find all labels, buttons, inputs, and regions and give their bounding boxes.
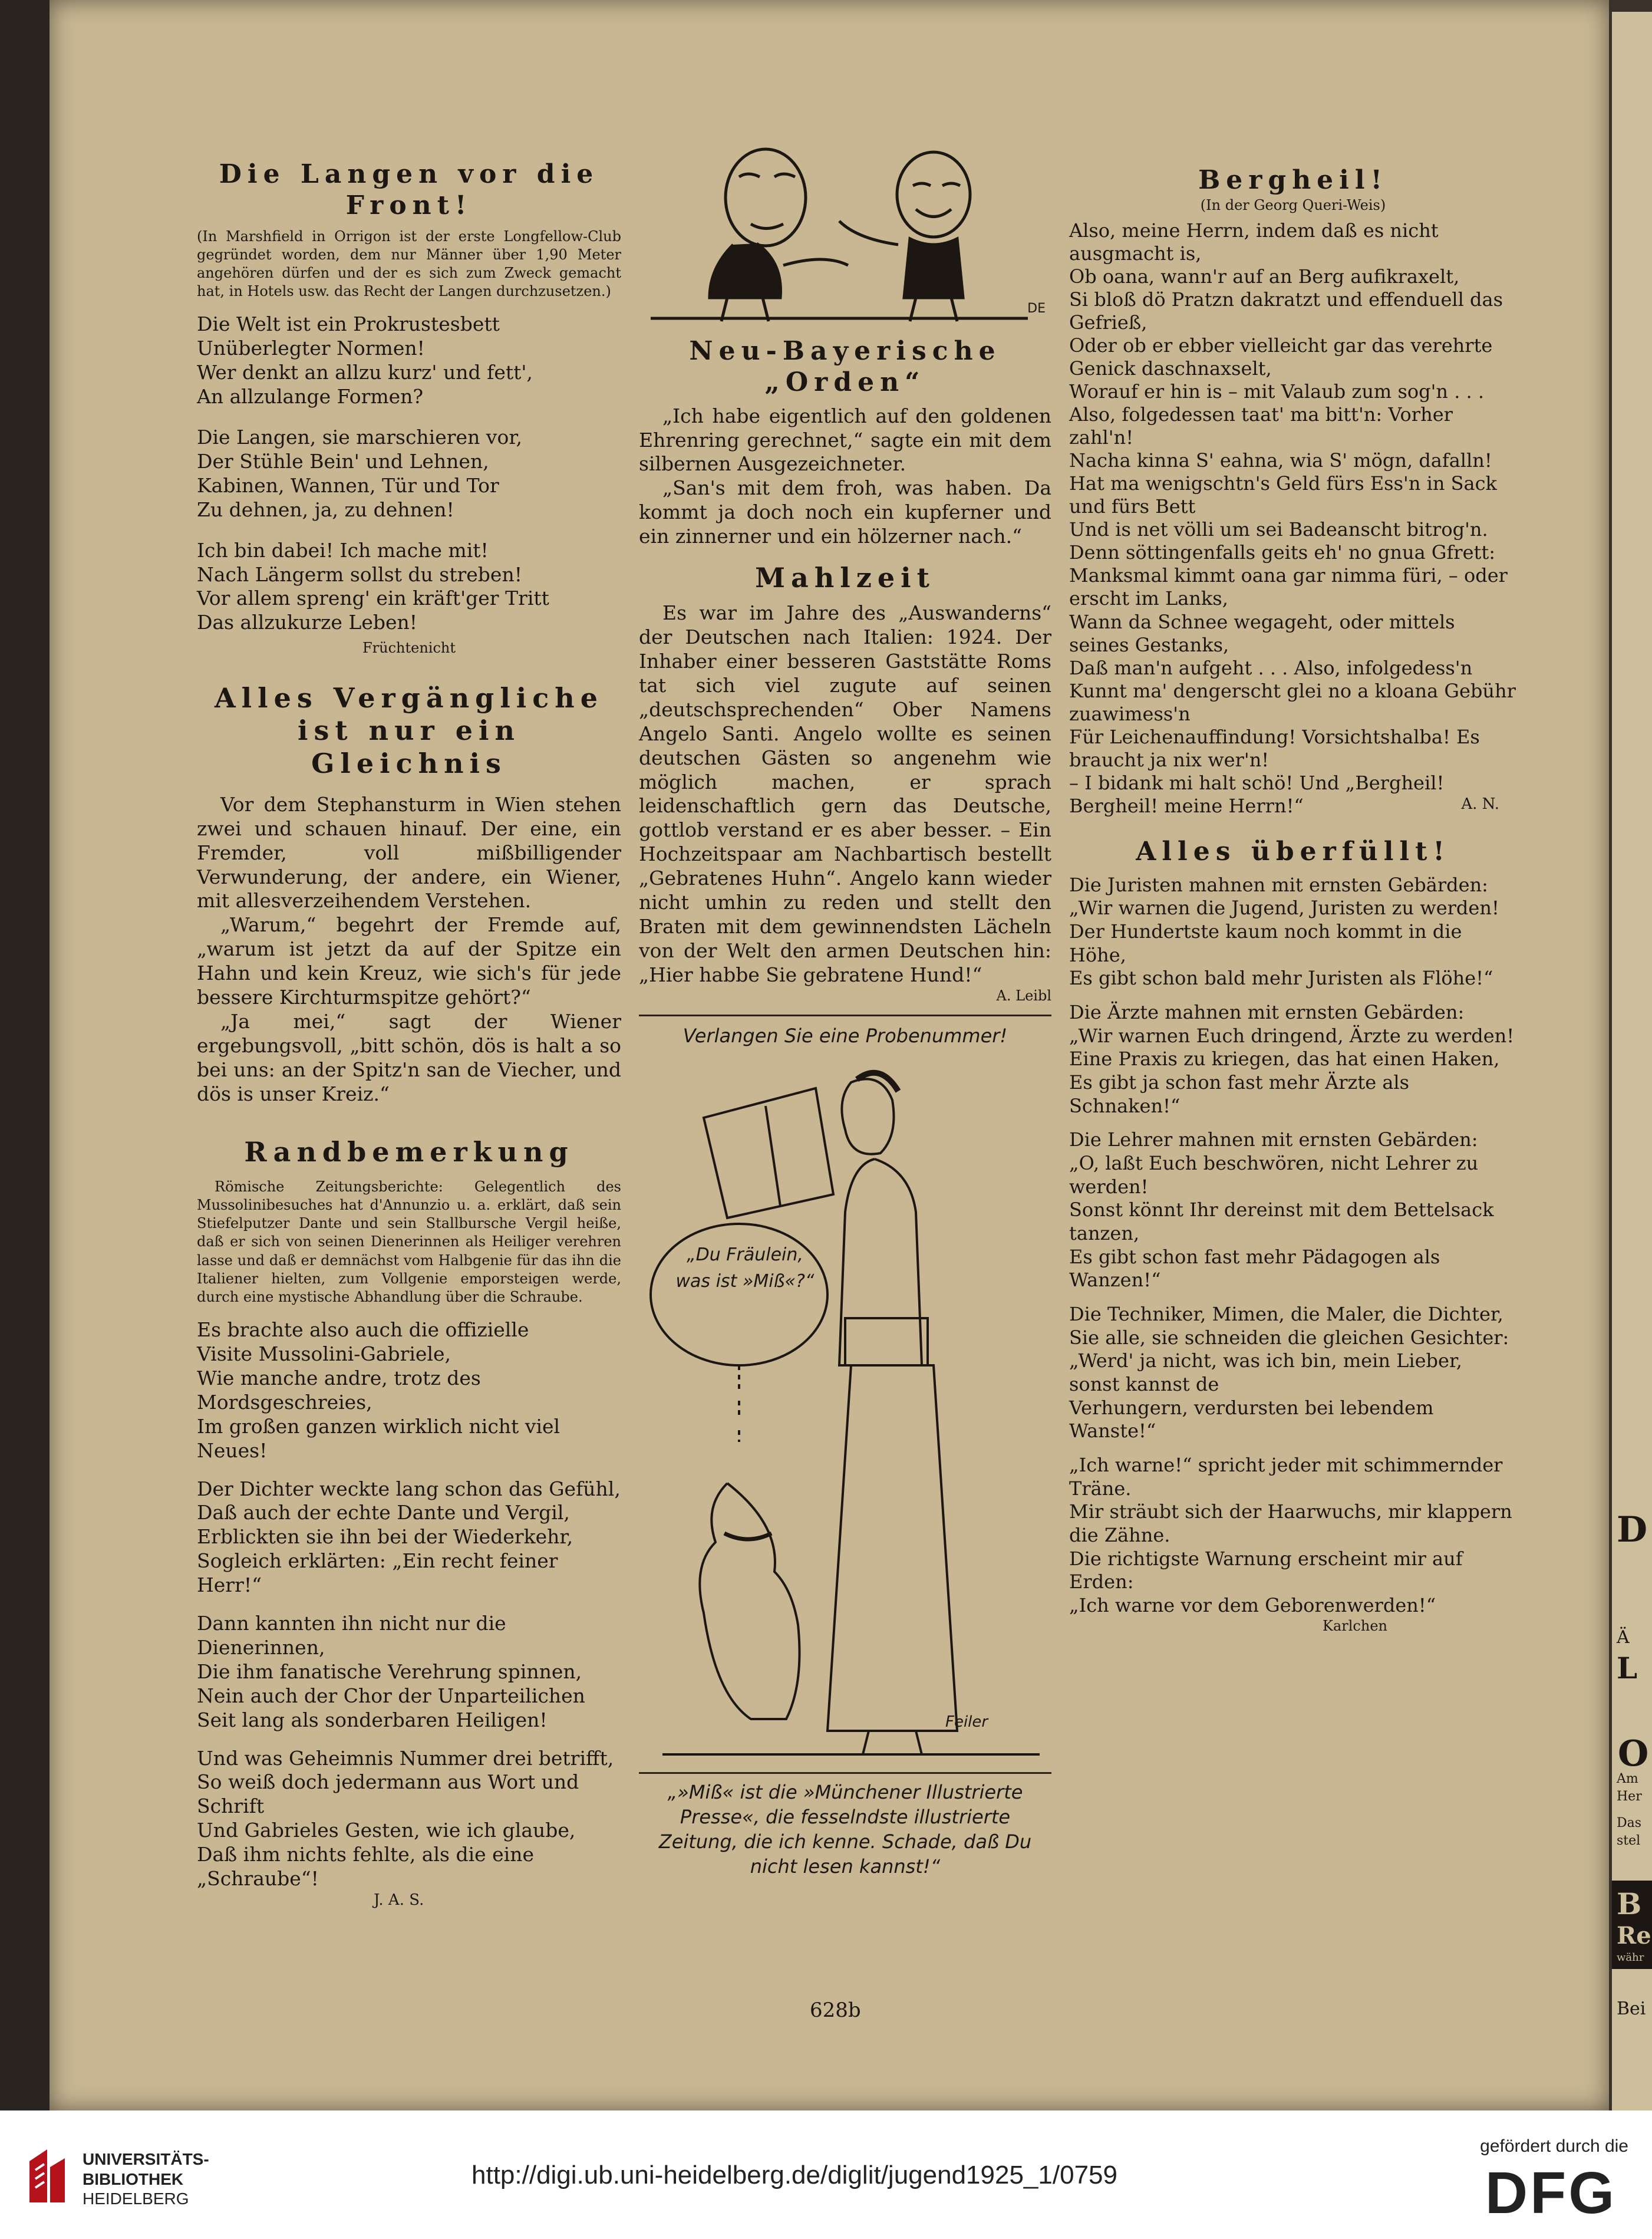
- para-stephansturm-3: „Ja mei,“ sagt der Wiener ergebungsvoll, „bitt schön, dös is halt a so bei uns: an der Spitz'n san de Viecher, und dös is unser Kreiz.“: [197, 1009, 621, 1105]
- ad-bottom-rule: [639, 1772, 1051, 1774]
- mouth-left: [751, 224, 783, 229]
- verse-langen-1: Die Welt ist ein Prokrustesbett Unüberlegter Normen! Wer denkt an allzu kurz' und fett', An allzulange Formen?: [197, 312, 533, 409]
- heading-ueberfuellt: Alles überfüllt!: [1136, 836, 1450, 867]
- arm-left: [783, 259, 848, 265]
- heading-bergheil: Bergheil!: [1198, 165, 1388, 195]
- verse-ueberfuellt-2: Die Ärzte mahnen mit ernsten Gebärden: „Wir warnen Euch dringend, Ärzte zu werden! Eine Praxis zu kriegen, das hat einen Haken, Es gibt ja schon fast mehr Ärzte als Schnaken!“: [1069, 1000, 1515, 1117]
- signature-jas: J. A. S.: [374, 1891, 424, 1909]
- verse-rand-1: Es brachte also auch die offizielle Visite Mussolini-Gabriele, Wie manche andre, trotz des Mordsgeschreies, Im großen ganzen wirklich nicht viel Neues!: [197, 1318, 560, 1462]
- column-left: [197, 159, 621, 1909]
- dog-collar: [724, 1533, 771, 1539]
- verse-langen-3: Ich bin dabei! Ich mache mit! Nach Längerm sollst du streben! Vor allem spreng' ein kräft'ger Tritt Das allzukurze Leben!: [197, 538, 549, 634]
- verse-rand-2: Der Dichter weckte lang schon das Gefühl, Daß auch der echte Dante und Vergil, Erblickten sie ihn bei der Wiederkehr, Sogleich erklärten: „Ein recht feiner Herr!“: [197, 1477, 621, 1597]
- verse-bergheil: Also, meine Herrn, indem daß es nicht ausgmacht is, Ob oana, wann'r auf an Berg aufikraxelt, Si bloß dö Pratzn dakratzt und effenduell das Gefrieß, Oder ob er ebber vielleicht gar das verehrte Genick daschnaxselt, Worauf er hin is – mit Valaub zum sog'n . . . Also, folgedessen taat' ma bitt'n: Vorher zahl'n! Nacha kinna S' eahna, wia S' mögn, dafalln! Hat ma wenigschtn's Geld fürs Ess'n in Sack und fürs Bett Und is net völli um sei Badeanscht bitrog'n. Denn söttingenfalls geits eh' no gnua Gfrett: Manksmal kimmt oana gar nimma füri, – oder erscht im Lanks, Wann da Schnee wegageht, oder mittels seines Gestanks, Daß man'n aufgeht . . . Also, infolgedess'n Kunnt ma' dengerscht glei no a kloana Gebühr zuawimess'n Für Leichenauffindung! Vorsichtshalba! Es braucht ja nix wer'n! – I bidank mi halt schö! Und „Bergheil! Bergheil! meine Herrn!“: [1069, 219, 1516, 817]
- signature-leibl: A. Leibl: [996, 987, 1051, 1004]
- library-name-line2: BIBLIOTHEK: [83, 2169, 184, 2188]
- source-url-link[interactable]: http://digi.ub.uni-heidelberg.de/diglit/jugend1925_1/0759: [471, 2161, 1117, 2189]
- brow-left: [739, 174, 795, 177]
- para-stephansturm-2: „Warum,“ begehrt der Fremde auf, „warum ist jetzt da auf der Spitze ein Hahn und kein Kreuz, wie sich's für jede bessere Kirchturmspitze gehört?“: [197, 913, 621, 1009]
- woman-skirt: [827, 1365, 957, 1731]
- neighbor-fragment-6: Her: [1617, 1789, 1642, 1804]
- para-mahlzeit: Es war im Jahre des „Auswanderns“ der Deutschen nach Italien: 1924. Der Inhaber einer besseren Gaststätte Roms tat sich viel zugute auf seinen „deutschsprechenden“ Ober Namens Angelo Santi. Angelo wollte es seinen deutschen Gästen so angenehm wie möglich machen, er sprach leidenschaftlich gern das Deutsche, gottlob verstand er es aber besser. – Ein Hochzeitspaar am Nachbartisch bestellt „Gebratenes Huhn“. Angelo kann wieder nicht umhin zu reden und stellt den Braten mit dem gewinnendsten Lächeln von der Welt den armen Deutschen hin: „Hier habbe Sie gebratene Hund!“: [639, 601, 1051, 986]
- neighbor-fragment-5: Am: [1617, 1772, 1638, 1786]
- neighbor-page-fragment: [1612, 12, 1652, 2110]
- para-stephansturm-1: Vor dem Stephansturm in Wien stehen zwei und schauen hinauf. Der eine, ein Fremder, voll mißbilligender Verwunderung, der andere, ein Wiener, mit allesverzeihendem Verstehen.: [197, 792, 621, 913]
- column-right: [1069, 165, 1517, 1634]
- eyes-right: [913, 183, 960, 186]
- para-orden-2: „San's mit dem froh, was haben. Da kommt ja doch noch ein kupferner und ein zinnerner und ein hölzerner nach.“: [639, 476, 1051, 548]
- woman-feet: [863, 1731, 922, 1754]
- funded-by-text: gefördert durch die: [1480, 2136, 1628, 2156]
- neighbor-fragment-1: D: [1617, 1509, 1648, 1550]
- ad-headline: Verlangen Sie eine Probenummer!: [682, 1024, 1008, 1047]
- newspaper: [704, 1088, 833, 1218]
- verse-ueberfuellt-4: Die Techniker, Mimen, die Maler, die Dichter, Sie alle, sie schneiden die gleichen Gesichter: „Werd' ja nicht, was ich bin, mein Lieber, sonst kannst de Verhungern, verdursten bei lebendem Wanste!“: [1069, 1303, 1509, 1443]
- ad-caption: „»Miß« ist die »Münchener Illustrierte Presse«, die fesselndste illustrierte Zeitung, die ich kenne. Schade, daß Du nicht lesen kannst!“: [658, 1780, 1032, 1878]
- heading-vergaengliche-2: ist nur ein Gleichnis: [298, 714, 520, 779]
- scanned-page: [50, 0, 1609, 2110]
- note-langen: (In Marshfield in Orrigon ist der erste Longfellow-Club gegründet worden, dem nur Männer über 1,90 Meter angehören dürfen und der es sich zum Zweck gemacht hat, in Hotels usw. das Recht der Langen durchzusetzen.): [197, 228, 621, 300]
- verse-ueberfuellt-1: Die Juristen mahnen mit ernsten Gebärden: „Wir warnen die Jugend, Juristen zu werden! Der Hundertste kaum noch kommt in die Höhe, Es gibt schon bald mehr Juristen als Flöhe!“: [1069, 873, 1499, 990]
- library-name: [83, 2149, 209, 2209]
- heading-langen: Die Langen vor die Front!: [219, 159, 599, 220]
- neighbor-fragment-4: O: [1618, 1733, 1649, 1774]
- signature-karlchen: Karlchen: [1323, 1617, 1387, 1634]
- heading-vergaengliche-1: Alles Vergängliche: [214, 682, 604, 714]
- para-orden-1: „Ich habe eigentlich auf den goldenen Ehrenring gerechnet,“ sagte ein mit dem silbernen Ausgezeichneter.: [639, 404, 1051, 476]
- verse-ueberfuellt-3: Die Lehrer mahnen mit ernsten Gebärden: „O, laßt Euch beschwören, nicht Lehrer zu werden! Sonst könnt Ihr dereinst mit dem Bettelsack tanzen, Es gibt schon fast mehr Pädagogen als Wanzen!“: [1069, 1128, 1494, 1292]
- dog-body: [700, 1483, 799, 1719]
- woman-belt: [845, 1318, 928, 1365]
- heading-randbemerkung: Randbemerkung: [244, 1135, 574, 1168]
- neighbor-fragment-9: B: [1617, 1886, 1642, 1921]
- column-middle: [639, 141, 1051, 1879]
- neighbor-fragment-12: Bei: [1617, 1998, 1646, 2019]
- note-bergheil: (In der Georg Queri-Weis): [1200, 196, 1386, 213]
- page-number: 628b: [810, 1998, 861, 2022]
- neighbor-fragment-11: währ: [1617, 1951, 1644, 1964]
- heading-orden: Neu-Bayerische „Orden“: [689, 336, 1001, 397]
- note-randbemerkung: Römische Zeitungsberichte: Gelegentlich des Mussolinibesuches hat d'Annunzio u. a. erklärt, daß sein Stiefelputzer Dante und sein Stallbursche Vergil heiße, daß er sich von seinen Dienerinnen als Heiliger verehren lasse und daß er demnächst vom Halbgenie für das ihn die Italiener hielten, zum Vollgenie emporsteigen werde, durch eine mystische Abhandlung über die Schraube.: [197, 1178, 621, 1305]
- artist-signature: Feiler: [945, 1713, 988, 1731]
- neighbor-fragment-2: Ä: [1617, 1627, 1630, 1648]
- body-left: [710, 243, 781, 298]
- woman-reading-drawing: [639, 1047, 1051, 1772]
- dfg-logo: DFG: [1485, 2160, 1617, 2226]
- library-name-line3: HEIDELBERG: [83, 2189, 189, 2208]
- woman-head: [842, 1079, 893, 1154]
- mouth-right: [916, 209, 951, 217]
- verse-rand-3: Dann kannten ihn nicht nur die Dienerinnen, Die ihm fanatische Verehrung spinnen, Nein auch der Chor der Unparteilichen Seit lang als sonderbaren Heiligen!: [197, 1612, 585, 1731]
- bald-head-right: [897, 152, 970, 237]
- bald-head-left: [726, 149, 806, 246]
- verse-rand-4: Und was Geheimnis Nummer drei betrifft, So weiß doch jedermann aus Wort und Schrift Und Gabrieles Gesten, wie ich glaube, Daß ihm nichts fehlte, als die eine „Schraube“!: [197, 1746, 614, 1891]
- ad-top-rule: [639, 1015, 1051, 1016]
- neighbor-fragment-8: stel: [1617, 1833, 1641, 1848]
- ad-illustration: [639, 1047, 1051, 1772]
- digitization-footer: [0, 2110, 1652, 2239]
- woman-torso: [839, 1159, 922, 1365]
- verse-ueberfuellt-5: „Ich warne!“ spricht jeder mit schimmernder Träne. Mir sträubt sich der Haarwuchs, mir klappern die Zähne. Die richtigste Warnung erscheint mir auf Erden: „Ich warne vor dem Geborenwerden!“: [1069, 1454, 1512, 1617]
- neighbor-fragment-10: Re: [1617, 1922, 1651, 1950]
- neighbor-fragment-7: Das: [1617, 1816, 1642, 1830]
- library-name-line1: UNIVERSITÄTS-: [83, 2150, 209, 2168]
- neighbor-fragment-3: L: [1617, 1651, 1638, 1685]
- cartoon-signature: DE: [1027, 301, 1046, 316]
- cartoon-two-men: [639, 141, 1051, 330]
- signature-an: A. N.: [1461, 795, 1499, 813]
- verse-langen-2: Die Langen, sie marschieren vor, Der Stühle Bein' und Lehnen, Kabinen, Wannen, Tür und Tor Zu dehnen, ja, zu dehnen!: [197, 425, 522, 521]
- heading-mahlzeit: Mahlzeit: [755, 562, 935, 594]
- bubble-text: „Du Fräulein, was ist »Miß«?“: [675, 1244, 815, 1292]
- body-right: [904, 239, 963, 298]
- signature-fruechtenicht: Früchtenicht: [362, 640, 456, 657]
- arm-right-raised: [839, 221, 898, 245]
- library-logo-icon: [24, 2143, 71, 2208]
